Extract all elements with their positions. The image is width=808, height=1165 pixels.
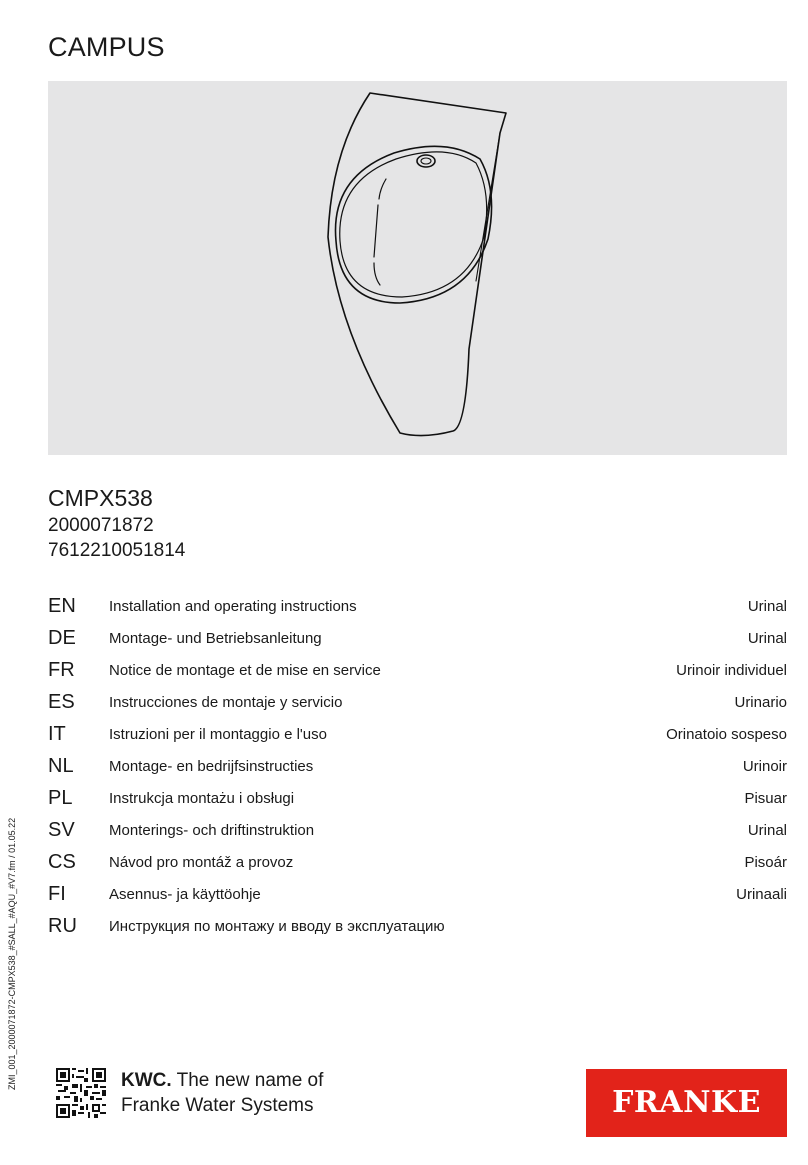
language-row bbox=[48, 627, 787, 659]
language-row bbox=[48, 659, 787, 691]
kwc-tagline bbox=[121, 1070, 323, 1117]
instruction-title: Monterings- och driftinstruktion bbox=[109, 822, 315, 839]
language-code: ES bbox=[48, 691, 75, 713]
language-code: CS bbox=[48, 851, 76, 873]
instruction-title: Instrucciones de montaje y servicio bbox=[109, 694, 343, 711]
language-code: PL bbox=[48, 787, 73, 809]
product-type: Orinatoio sospeso bbox=[666, 726, 787, 743]
model-name: CMPX538 bbox=[48, 485, 153, 511]
franke-logo-text: FRANKE bbox=[612, 1085, 761, 1120]
language-code: NL bbox=[48, 755, 74, 777]
language-row bbox=[48, 755, 787, 787]
product-type: Urinoir bbox=[742, 758, 787, 775]
series-title: CAMPUS bbox=[48, 32, 165, 62]
language-row bbox=[48, 691, 787, 723]
language-code: SV bbox=[48, 819, 75, 841]
language-row bbox=[48, 915, 787, 947]
instruction-title: Installation and operating instructions bbox=[109, 598, 357, 615]
product-type: Pisuar bbox=[744, 790, 787, 807]
language-code: IT bbox=[48, 723, 66, 745]
instruction-title: Instrukcja montażu i obsługi bbox=[109, 790, 295, 807]
product-type: Urinario bbox=[734, 694, 787, 711]
product-type: Pisoár bbox=[744, 854, 787, 871]
kwc-tagline-line2: Franke Water Systems bbox=[121, 1095, 314, 1116]
language-code: EN bbox=[48, 595, 76, 617]
franke-logo bbox=[586, 1069, 787, 1137]
product-type: Urinal bbox=[747, 822, 787, 839]
instruction-title: Montage- en bedrijfsinstructies bbox=[109, 758, 314, 775]
kwc-brand: KWC. bbox=[121, 1070, 172, 1091]
language-row bbox=[48, 595, 787, 627]
instruction-title: Notice de montage et de mise en service bbox=[109, 662, 381, 679]
article-number: 2000071872 bbox=[48, 515, 154, 536]
qr-code-icon bbox=[56, 1068, 106, 1118]
language-code: DE bbox=[48, 627, 76, 649]
kwc-tagline-line1: The new name of bbox=[176, 1070, 324, 1091]
instruction-title: Asennus- ja käyttöohje bbox=[109, 886, 261, 903]
language-row bbox=[48, 883, 787, 915]
urinal-line-drawing-icon bbox=[48, 81, 787, 455]
product-type: Urinal bbox=[747, 598, 787, 615]
document-code-vertical: ZMI_001_2000071872-CMPX538_#SALL_#AQU_#V7.fm / 01.05.22 bbox=[7, 817, 17, 1090]
language-code: FI bbox=[48, 883, 66, 905]
instruction-title: Montage- und Betriebsanleitung bbox=[109, 630, 322, 647]
instruction-title: Инструкция по монтажу и вводу в эксплуатацию bbox=[109, 918, 445, 935]
product-type: Urinoir individuel bbox=[676, 662, 787, 679]
instruction-title: Návod pro montáž a provoz bbox=[109, 854, 294, 871]
language-row bbox=[48, 723, 787, 755]
product-type: Urinaali bbox=[736, 886, 787, 903]
language-row bbox=[48, 851, 787, 883]
ean-code: 7612210051814 bbox=[48, 540, 186, 561]
product-image-panel bbox=[48, 81, 787, 455]
language-row bbox=[48, 787, 787, 819]
language-code: FR bbox=[48, 659, 75, 681]
instruction-title: Istruzioni per il montaggio e l'uso bbox=[109, 726, 327, 743]
language-row bbox=[48, 819, 787, 851]
language-code: RU bbox=[48, 915, 77, 937]
product-type: Urinal bbox=[747, 630, 787, 647]
language-list bbox=[48, 595, 787, 947]
